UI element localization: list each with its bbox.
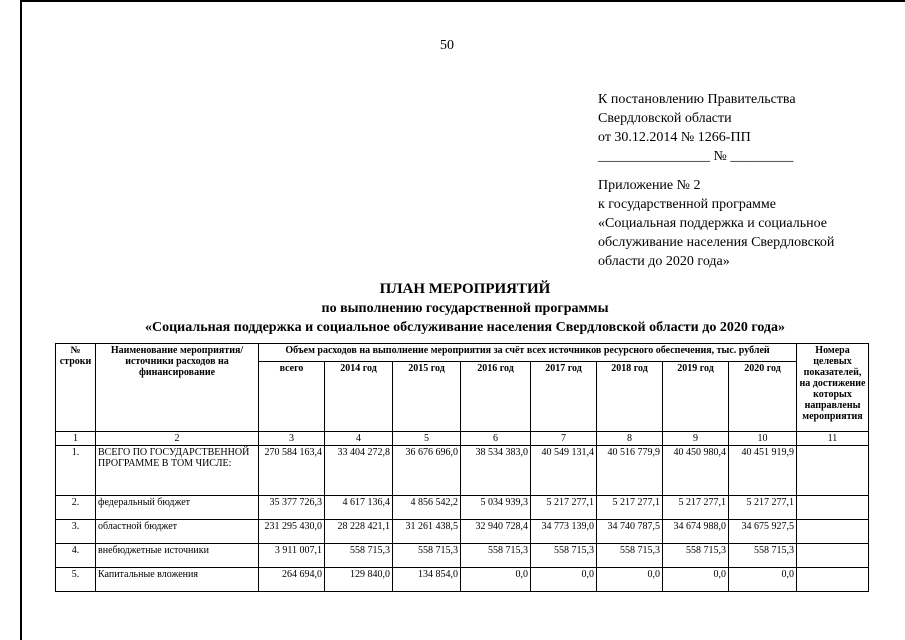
- column-number: 2: [96, 432, 259, 446]
- cell-indicators: [797, 544, 869, 568]
- page-number: 50: [440, 38, 454, 53]
- cell-2017: 558 715,3: [531, 544, 597, 568]
- header-name: Наименование мероприятия/источники расходов на финансирование: [96, 344, 259, 432]
- cell-total: 3 911 007,1: [259, 544, 325, 568]
- cell-2017: 5 217 277,1: [531, 496, 597, 520]
- cell-2017: 34 773 139,0: [531, 520, 597, 544]
- table-row: [56, 496, 869, 520]
- header-2014: 2014 год: [325, 362, 393, 432]
- cell-2016: 0,0: [461, 568, 531, 592]
- table-row: [56, 568, 869, 592]
- cell-2014: 28 228 421,1: [325, 520, 393, 544]
- cell-2019: 558 715,3: [663, 544, 729, 568]
- row-number: 1.: [56, 446, 96, 496]
- row-name: ВСЕГО ПО ГОСУДАРСТВЕННОЙ ПРОГРАММЕ В ТОМ ЧИСЛЕ:: [96, 446, 259, 496]
- cell-2014: 4 617 136,4: [325, 496, 393, 520]
- cell-2015: 31 261 438,5: [393, 520, 461, 544]
- cell-indicators: [797, 568, 869, 592]
- column-number: 9: [663, 432, 729, 446]
- cell-indicators: [797, 446, 869, 496]
- document-title: [40, 280, 890, 337]
- column-number: 1: [56, 432, 96, 446]
- decree-line: К постановлению Правительства: [598, 92, 796, 107]
- cell-2020: 0,0: [729, 568, 797, 592]
- cell-2016: 32 940 728,4: [461, 520, 531, 544]
- row-name: внебюджетные источники: [96, 544, 259, 568]
- column-number: 8: [597, 432, 663, 446]
- cell-2016: 38 534 383,0: [461, 446, 531, 496]
- header-2016: 2016 год: [461, 362, 531, 432]
- column-number: 7: [531, 432, 597, 446]
- cell-2016: 558 715,3: [461, 544, 531, 568]
- cell-2018: 0,0: [597, 568, 663, 592]
- appendix-line: Приложение № 2: [598, 178, 701, 193]
- cell-2019: 0,0: [663, 568, 729, 592]
- header-expenses: Объем расходов на выполнение мероприятия за счёт всех источников ресурсного обеспечения, тыс. рублей: [259, 344, 797, 362]
- title-line: по выполнению государственной программы: [321, 301, 609, 316]
- cell-2018: 5 217 277,1: [597, 496, 663, 520]
- scan-border-left: [20, 0, 22, 640]
- header-total: всего: [259, 362, 325, 432]
- cell-indicators: [797, 496, 869, 520]
- column-number-row: [56, 432, 869, 446]
- header-row-no: № строки: [56, 344, 96, 432]
- row-name: областной бюджет: [96, 520, 259, 544]
- row-number: 3.: [56, 520, 96, 544]
- column-number: 10: [729, 432, 797, 446]
- cell-2016: 5 034 939,3: [461, 496, 531, 520]
- decree-line: ________________ № _________: [598, 149, 794, 164]
- column-number: 6: [461, 432, 531, 446]
- column-number: 3: [259, 432, 325, 446]
- header-2018: 2018 год: [597, 362, 663, 432]
- header-indicators: Номера целевых показателей, на достижение которых направлены мероприятия: [797, 344, 869, 432]
- header-2017: 2017 год: [531, 362, 597, 432]
- column-number: 11: [797, 432, 869, 446]
- cell-2018: 34 740 787,5: [597, 520, 663, 544]
- appendix-line: обслуживание населения Свердловской: [598, 235, 835, 250]
- cell-2019: 34 674 988,0: [663, 520, 729, 544]
- cell-total: 231 295 430,0: [259, 520, 325, 544]
- appendix-line: «Социальная поддержка и социальное: [598, 216, 827, 231]
- table-row: [56, 520, 869, 544]
- cell-2015: 4 856 542,2: [393, 496, 461, 520]
- row-number: 2.: [56, 496, 96, 520]
- title-line: «Социальная поддержка и социальное обслуживание населения Свердловской области до 2020 года»: [144, 320, 786, 335]
- cell-2014: 33 404 272,8: [325, 446, 393, 496]
- cell-2020: 558 715,3: [729, 544, 797, 568]
- cell-2019: 40 450 980,4: [663, 446, 729, 496]
- decree-reference: [598, 90, 796, 166]
- header-2015: 2015 год: [393, 362, 461, 432]
- cell-2015: 36 676 696,0: [393, 446, 461, 496]
- cell-total: 264 694,0: [259, 568, 325, 592]
- cell-2018: 40 516 779,9: [597, 446, 663, 496]
- header-2019: 2019 год: [663, 362, 729, 432]
- scan-border-top: [20, 0, 905, 2]
- column-number: 4: [325, 432, 393, 446]
- cell-2017: 40 549 131,4: [531, 446, 597, 496]
- cell-2020: 40 451 919,9: [729, 446, 797, 496]
- cell-2020: 5 217 277,1: [729, 496, 797, 520]
- cell-2019: 5 217 277,1: [663, 496, 729, 520]
- appendix-line: к государственной программе: [598, 197, 776, 212]
- cell-indicators: [797, 520, 869, 544]
- cell-total: 270 584 163,4: [259, 446, 325, 496]
- title-line: ПЛАН МЕРОПРИЯТИЙ: [379, 281, 551, 297]
- row-number: 5.: [56, 568, 96, 592]
- cell-2015: 134 854,0: [393, 568, 461, 592]
- appendix-line: области до 2020 года»: [598, 254, 730, 269]
- decree-line: Свердловской области: [598, 111, 732, 126]
- cell-total: 35 377 726,3: [259, 496, 325, 520]
- cell-2015: 558 715,3: [393, 544, 461, 568]
- column-number: 5: [393, 432, 461, 446]
- cell-2018: 558 715,3: [597, 544, 663, 568]
- cell-2014: 129 840,0: [325, 568, 393, 592]
- cell-2017: 0,0: [531, 568, 597, 592]
- table-row: [56, 544, 869, 568]
- cell-2020: 34 675 927,5: [729, 520, 797, 544]
- header-2020: 2020 год: [729, 362, 797, 432]
- decree-line: от 30.12.2014 № 1266-ПП: [598, 130, 751, 145]
- appendix-reference: [598, 176, 834, 271]
- table-row: [56, 446, 869, 496]
- row-name: Капитальные вложения: [96, 568, 259, 592]
- plan-table: [55, 343, 869, 592]
- row-number: 4.: [56, 544, 96, 568]
- row-name: федеральный бюджет: [96, 496, 259, 520]
- cell-2014: 558 715,3: [325, 544, 393, 568]
